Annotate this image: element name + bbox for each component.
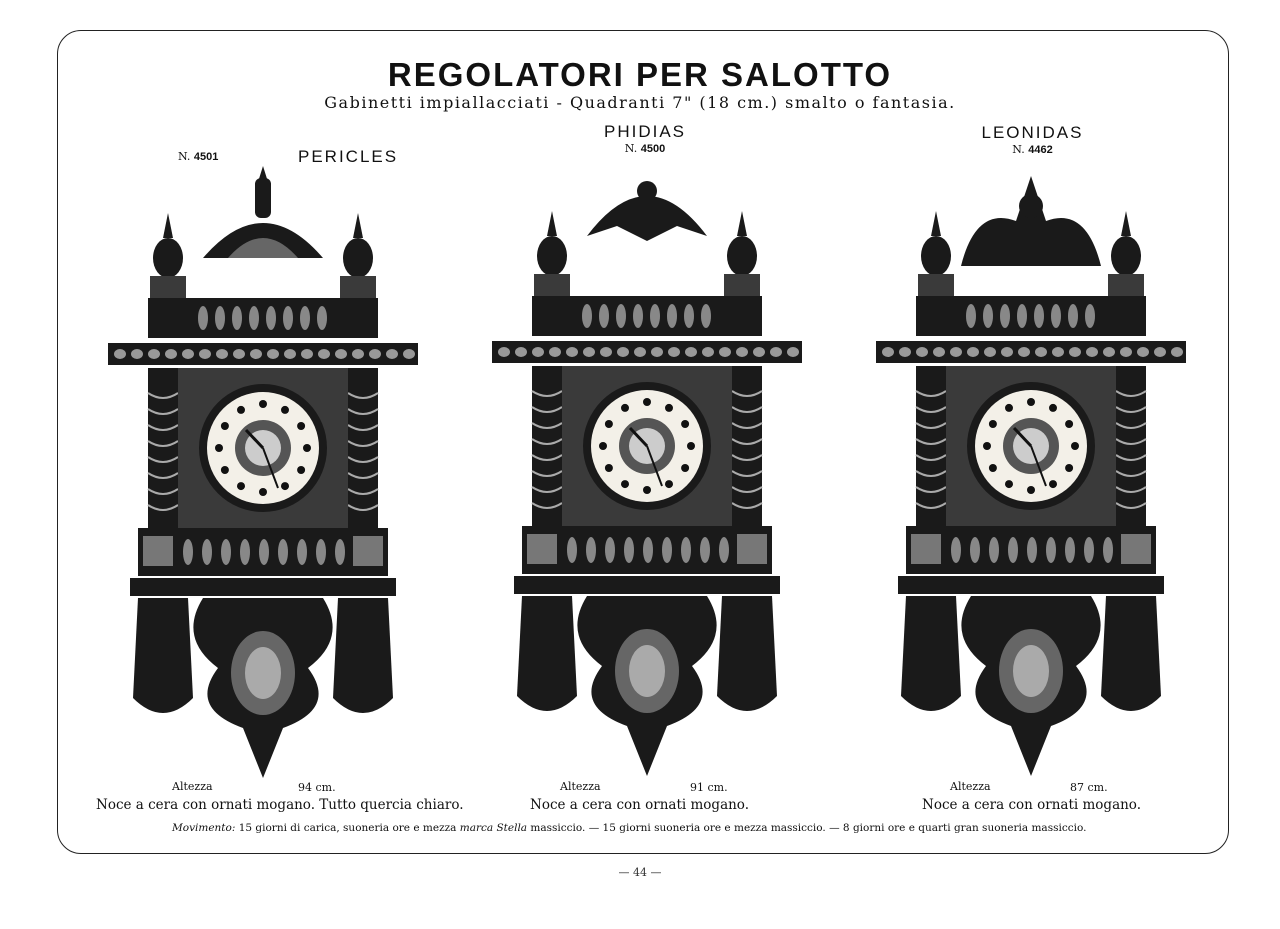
height-value-leonidas: 87 cm.	[1070, 781, 1108, 794]
clock-number-leonidas: N. 4462	[1012, 143, 1053, 156]
page-subtitle: Gabinetti impiallacciati - Quadranti 7" (18 cm.) smalto o fantasia.	[324, 93, 956, 112]
description-phidias: Noce a cera con ornati mogano.	[530, 797, 749, 813]
clock-name-leonidas: LEONIDAS	[981, 123, 1084, 142]
page-number: — 44 —	[618, 866, 662, 879]
height-label-phidias: Altezza	[560, 780, 601, 793]
height-label-pericles: Altezza	[172, 780, 213, 793]
clock-illustration-phidias	[492, 162, 802, 787]
clock-number-phidias: N. 4500	[624, 142, 666, 155]
movement-footnote: Movimento: 15 giorni di carica, suoneria ore e mezza marca Stella massiccio. — 15 giorni suoneria ore e mezza massiccio. — 8 giorni ore e quarti gran suoneria massiccio.	[172, 822, 1087, 834]
description-leonidas: Noce a cera con ornati mogano.	[922, 797, 1141, 813]
clock-name-phidias: PHIDIAS	[603, 122, 687, 141]
clock-number-pericles: N. 4501	[178, 150, 219, 163]
clock-illustration-pericles	[108, 124, 418, 789]
height-value-phidias: 91 cm.	[690, 781, 728, 794]
height-value-pericles: 94 cm.	[298, 781, 336, 794]
description-pericles: Noce a cera con ornati mogano. Tutto quercia chiaro.	[96, 797, 464, 813]
height-label-leonidas: Altezza	[950, 780, 991, 793]
clock-illustration-leonidas	[876, 166, 1186, 787]
clock-name-pericles: PERICLES	[298, 147, 399, 166]
footnote-label: Movimento:	[172, 822, 236, 834]
page-title: REGOLATORI PER SALOTTO	[387, 56, 893, 93]
